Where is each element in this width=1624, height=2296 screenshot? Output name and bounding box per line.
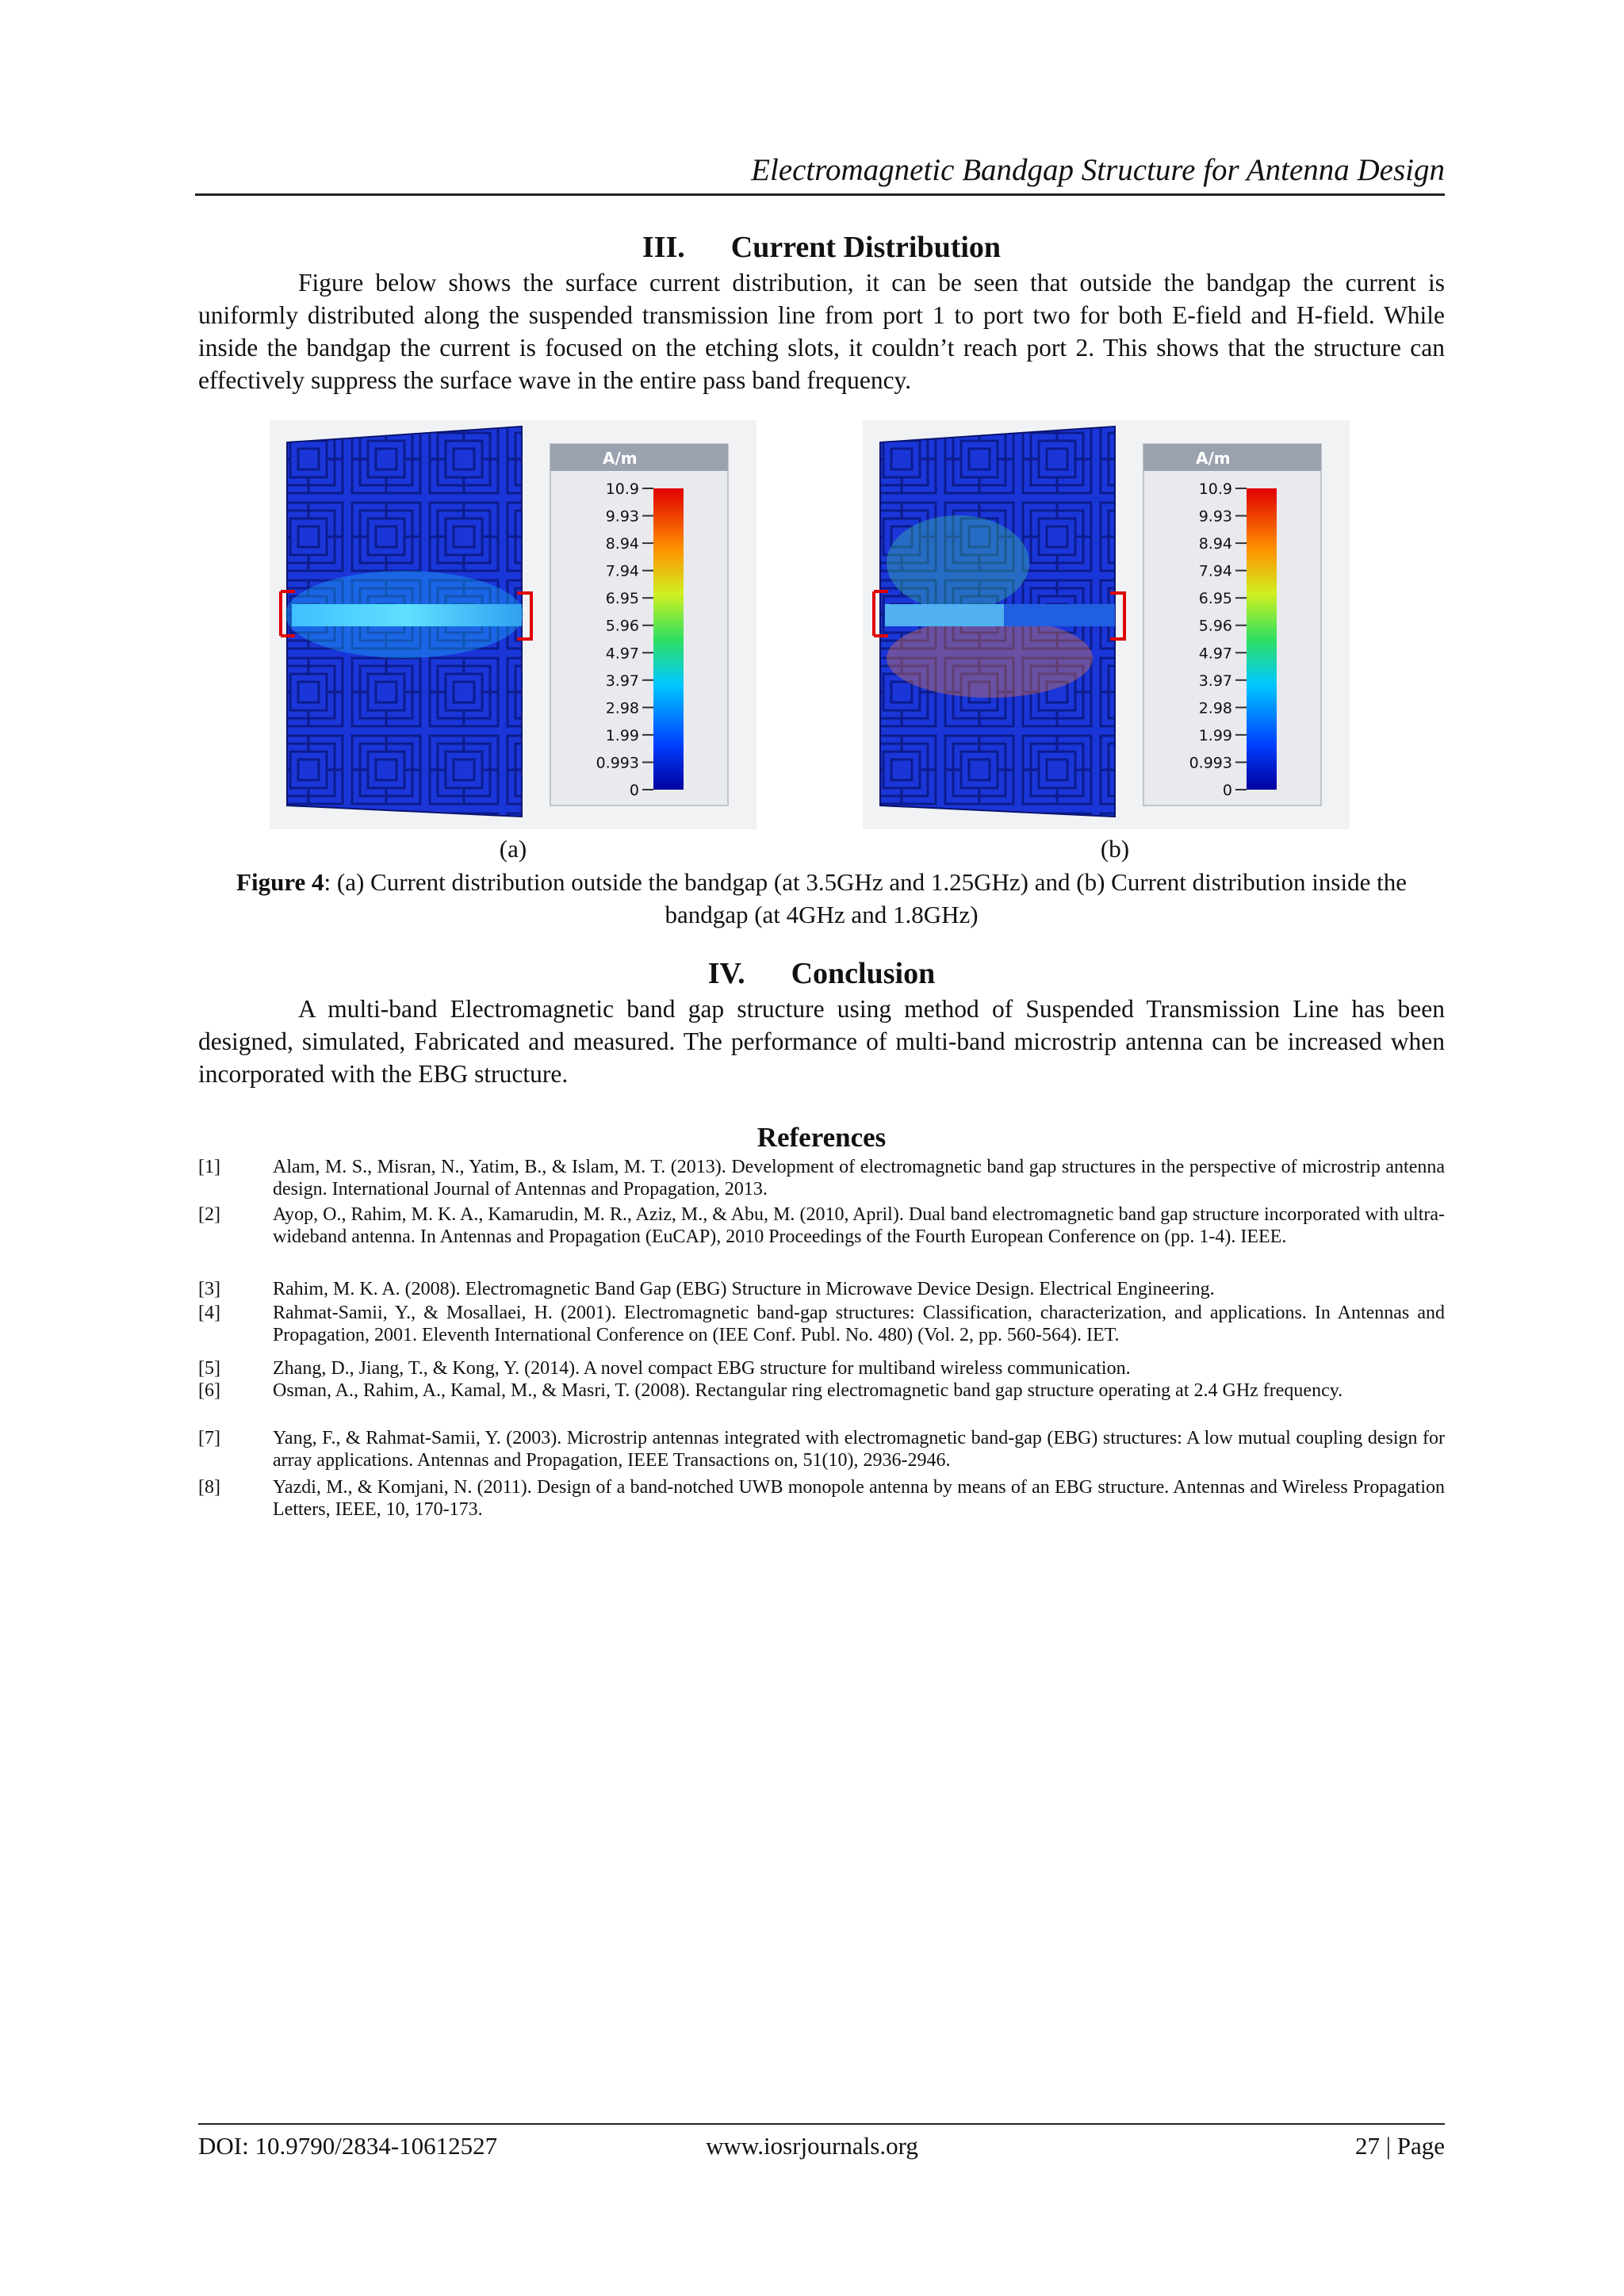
colorbar-tick-label: 5.96 — [1198, 617, 1232, 635]
colorbar-tick-label: 7.94 — [605, 562, 639, 580]
reference-text: Rahmat-Samii, Y., & Mosallaei, H. (2001). Electromagnetic band-gap structures: Classification, characterization, and applications. In Antennas and Propagation, 2001. Eleventh International Conference on (IEE Conf. Publ. No. 480) (Vol. 2, pp. 560-564). IET. — [273, 1303, 1445, 1345]
current-distribution-paragraph — [198, 266, 1445, 396]
reference-number: [7] — [198, 1428, 220, 1448]
reference-item — [198, 1302, 1445, 1346]
reference-text: Rahim, M. K. A. (2008). Electromagnetic Band Gap (EBG) Structure in Microwave Device Design. Electrical Engineering. — [273, 1279, 1215, 1299]
reference-number: [3] — [198, 1279, 220, 1299]
paragraph-text: Figure below shows the surface current distribution, it can be seen that outside the bandgap the current is uniformly distributed along the suspended transmission line from port 1 to port two for both E-field and H-field. While inside the bandgap the current is focused on the etching slots, it couldn’t reach port 2. This shows that the structure can effectively suppress the surface wave in the entire pass band frequency. — [198, 269, 1445, 394]
reference-item — [198, 1278, 1445, 1300]
section-number: III. — [642, 231, 685, 264]
reference-text: Ayop, O., Rahim, M. K. A., Kamarudin, M. R., Aziz, M., & Abu, M. (2010, April). Dual band electromagnetic band gap structure incorporated with ultra-wideband antenna. In Antennas and Propagation (EuCAP), 2010 Proceedings of the Fourth European Conference on (pp. 1-4). IEEE. — [273, 1204, 1445, 1247]
section-heading-conclusion — [198, 956, 1445, 991]
paragraph-text: A multi-band Electromagnetic band gap structure using method of Suspended Transmission Line has been designed, simulated, Fabricated and measured. The performance of multi-band microstrip antenna can be increased when incorporated with the EBG structure. — [198, 995, 1445, 1088]
panel-label-a: (a) — [499, 835, 527, 863]
reference-item — [198, 1156, 1445, 1200]
reference-number: [4] — [198, 1303, 220, 1323]
colorbar-tick-label: 4.97 — [605, 645, 639, 663]
colorbar-unit-label: A/m — [1196, 449, 1231, 468]
figure-caption-label: Figure 4 — [236, 868, 324, 896]
colorbar-tick-label: 0 — [629, 782, 639, 799]
section-heading-current-distribution — [198, 230, 1445, 265]
colorbar-tick-label: 4.97 — [1198, 645, 1232, 663]
colorbar-tick-label: 2.98 — [1198, 699, 1232, 718]
surface-current-plot-a — [270, 420, 756, 829]
colorbar-tick-label: 8.94 — [1198, 535, 1232, 553]
figure-caption — [198, 866, 1445, 931]
colorbar-tick-label: 10.9 — [605, 480, 639, 498]
conclusion-paragraph — [198, 993, 1445, 1090]
colorbar-tick-label: 8.94 — [605, 535, 639, 553]
colorbar-tick-label: 9.93 — [1198, 507, 1232, 526]
references-heading: References — [756, 1122, 887, 1153]
section-title: Conclusion — [791, 957, 936, 990]
panel-label-b: (b) — [1100, 835, 1130, 863]
footer-doi: DOI: 10.9790/2834-10612527 — [198, 2132, 498, 2160]
footer-site: www.iosrjournals.org — [706, 2132, 918, 2160]
colorbar-tick-label: 0.993 — [1189, 754, 1232, 772]
colorbar-tick-label: 0.993 — [596, 754, 639, 772]
reference-number: [2] — [198, 1204, 220, 1225]
running-header: Electromagnetic Bandgap Structure for Antenna Design — [751, 153, 1445, 187]
reference-text: Yazdi, M., & Komjani, N. (2011). Design of a band-notched UWB monopole antenna by means of an EBG structure. Antennas and Wireless Propagation Letters, IEEE, 10, 170-173. — [273, 1477, 1445, 1520]
colorbar-tick-label: 6.95 — [605, 590, 639, 608]
colorbar-tick-label: 1.99 — [605, 726, 639, 744]
colorbar-unit-label: A/m — [603, 449, 638, 468]
footer-rule — [198, 2123, 1445, 2125]
figure-panel-b — [863, 420, 1350, 829]
header-rule — [195, 193, 1445, 196]
reference-text: Alam, M. S., Misran, N., Yatim, B., & Islam, M. T. (2013). Development of electromagnetic band gap structures in the perspective of microstrip antenna design. International Journal of Antennas and Propagation, 2013. — [273, 1157, 1445, 1200]
colorbar-tick-label: 0 — [1222, 782, 1232, 799]
colorbar-tick-label: 2.98 — [605, 699, 639, 718]
surface-current-plot-b — [863, 420, 1350, 829]
reference-number: [1] — [198, 1157, 220, 1177]
reference-item — [198, 1380, 1445, 1402]
section-number: IV. — [707, 957, 745, 990]
footer-page-number: 27 | Page — [1355, 2132, 1445, 2160]
reference-number: [6] — [198, 1380, 220, 1401]
reference-text: Yang, F., & Rahmat-Samii, Y. (2003). Microstrip antennas integrated with electromagnetic band-gap (EBG) structures: A low mutual coupling design for array applications. Antennas and Propagation, IEEE Transactions on, 51(10), 2936-2946. — [273, 1428, 1445, 1471]
colorbar-tick-label: 1.99 — [1198, 726, 1232, 744]
reference-item — [198, 1357, 1445, 1380]
figure-panel-a — [270, 420, 756, 829]
reference-item — [198, 1203, 1445, 1248]
colorbar-tick-label: 3.97 — [1198, 672, 1232, 690]
reference-item — [198, 1427, 1445, 1471]
colorbar-tick-label: 5.96 — [605, 617, 639, 635]
figure-caption-text: : (a) Current distribution outside the bandgap (at 3.5GHz and 1.25GHz) and (b) Current distribution inside the bandgap (at 4GHz and 1.8GHz) — [324, 868, 1407, 928]
colorbar-tick-label: 9.93 — [605, 507, 639, 526]
section-title: Current Distribution — [730, 231, 1002, 264]
reference-number: [5] — [198, 1358, 220, 1379]
colorbar-tick-label: 7.94 — [1198, 562, 1232, 580]
reference-text: Zhang, D., Jiang, T., & Kong, Y. (2014). A novel compact EBG structure for multiband wireless communication. — [273, 1358, 1131, 1379]
reference-number: [8] — [198, 1477, 220, 1498]
reference-item — [198, 1476, 1445, 1521]
reference-text: Osman, A., Rahim, A., Kamal, M., & Masri, T. (2008). Rectangular ring electromagnetic band gap structure operating at 2.4 GHz frequency. — [273, 1380, 1343, 1401]
colorbar-tick-label: 3.97 — [605, 672, 639, 690]
colorbar-tick-label: 6.95 — [1198, 590, 1232, 608]
colorbar-tick-label: 10.9 — [1198, 480, 1232, 498]
